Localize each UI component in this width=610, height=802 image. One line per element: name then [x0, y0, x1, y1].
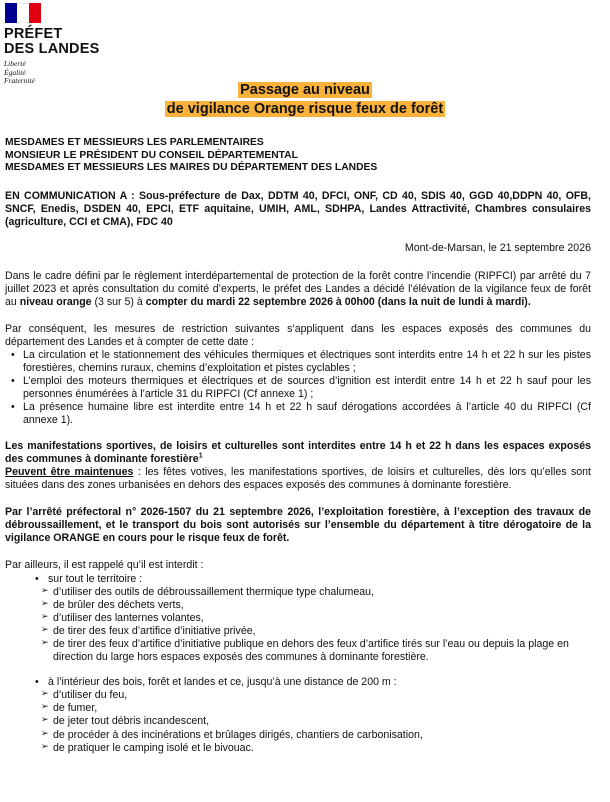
addressee: MESDAMES ET MESSIEURS LES PARLEMENTAIRES [5, 137, 264, 148]
forbidden-territory-list [5, 586, 591, 664]
list-item: ➢ de jeter tout débris incandescent, [43, 715, 591, 728]
title-line-1: Passage au niveau [240, 82, 370, 98]
prefecture-name: PRÉFET DES LANDES [4, 26, 100, 57]
forbidden-group-forest: • à l’intérieur des bois, forêt et landes et ce, jusqu’à une distance de 200 m : [35, 676, 397, 689]
document-body [5, 137, 591, 755]
title-line-2: de vigilance Orange risque feux de forêt [166, 101, 444, 117]
forbidden-forest-list [5, 689, 591, 754]
footnote-marker: 1 [198, 452, 203, 460]
list-item: • La présence humaine libre est interdite entre 14 h et 22 h sauf dérogations accordées à l’article 40 du RIPFCI (Cf annexe 1). [5, 401, 591, 427]
forbidden-group-territory: • sur tout le territoire : [35, 573, 143, 586]
list-item: ➢ de pratiquer le camping isolé et le bivouac. [43, 742, 591, 755]
addressee: MESDAMES ET MESSIEURS LES MAIRES DU DÉPARTEMENT DES LANDES [5, 162, 378, 174]
communication-list: EN COMMUNICATION A : Sous-préfecture de Dax, DDTM 40, DFCI, ONF, CD 40, SDIS 40, GGD 40,DDPN 40, OFB, SNCF, Enedis, DSDEN 40, EPCI, ETF aquitaine, UMIH, AML, SDHPA, Landes Attractivité, Chambres consulaires (agriculture, CCI et CMA), FDC 40 [5, 189, 591, 228]
list-item: • L’emploi des moteurs thermiques et électriques et de sources d’ignition est interdit entre 14 h et 22 h sauf pour les personnes énumérées à l’article 31 du RIPFCI (Cf annexe 1) ; [5, 375, 591, 401]
list-item: ➢ de procéder à des incinérations et brûlages dirigés, chantiers de carbonisation, [43, 729, 591, 742]
republic-motto: Liberté Égalité Fraternité [4, 59, 35, 86]
events-paragraph: Les manifestations sportives, de loisirs et culturelles sont interdites entre 14 h et 22 h dans les espaces exposés des communes à dominante forestière$^1$ [5, 440, 591, 466]
addressee: MONSIEUR LE PRÉSIDENT DU CONSEIL DÉPARTEMENTAL [5, 149, 298, 161]
restrictions-intro: Par conséquent, les mesures de restriction suivantes s’appliquent dans les espaces exposés des communes du département des Landes et à compter de cette date : [5, 323, 591, 349]
document-date: Mont-de-Marsan, le 21 septembre 2026 [404, 242, 591, 255]
forbidden-intro: Par ailleurs, il est rappelé qu’il est interdit : [5, 559, 204, 572]
prefecture-logo [4, 3, 99, 86]
restrictions-list [5, 349, 591, 427]
list-item: ➢ de fumer, [43, 702, 591, 715]
list-item: ➢ d’utiliser des lanternes volantes, [43, 612, 591, 625]
list-item: ➢ de tirer des feux d’artifice d’initiative privée, [43, 625, 591, 638]
list-item: ➢ de tirer des feux d’artifice d’initiative publique en dehors des feux d’artifice tirés sur l’eau ou depuis la plage en direction du large hors espaces exposés des communes à dominante forestière. [43, 638, 591, 664]
document-title [0, 81, 610, 119]
list-item: ➢ d’utiliser des outils de débroussaillement thermique type chalumeau, [43, 586, 591, 599]
marianne-flag-icon [5, 3, 41, 23]
arrete-paragraph: Par l’arrêté préfectoral n° 2026-1507 du 21 septembre 2026, l’exploitation forestière, à l’exception des travaux de débroussaillement, et le transport du bois sont autorisés sur l’ensemble du département à titre dérogatoire de la vigilance ORANGE en cours pour le risque feux de forêt. [5, 506, 591, 545]
list-item: ➢ d’utiliser du feu, [43, 689, 591, 702]
list-item: ➢ de brûler des déchets verts, [43, 599, 591, 612]
intro-paragraph: Dans le cadre défini par le règlement interdépartemental de protection de la forêt contre l’incendie (RIPFCI) par arrêté du 7 juillet 2023 et après consultation du comité d’experts, le préfet des Landes a décidé l’élévation de la vigilance feux de forêt au niveau orange (3 sur 5) à compter du mardi 22 septembre 2026 à 00h00 (dans la nuit de lundi à mardi). [5, 270, 591, 309]
events-maintained: Peuvent être maintenues : les fêtes votives, les manifestations sportives, de loisirs et culturelles, dès lors qu’elles sont situées dans des zones urbanisées en dehors des espaces exposés des communes à dominante forestière. [5, 466, 592, 492]
list-item: • La circulation et le stationnement des véhicules thermiques et électriques sont interdits entre 14 h et 22 h sur les pistes forestières, chemins ruraux, chemins d’exploitation et pistes cyclables ; [5, 349, 591, 375]
addressees [5, 137, 591, 175]
